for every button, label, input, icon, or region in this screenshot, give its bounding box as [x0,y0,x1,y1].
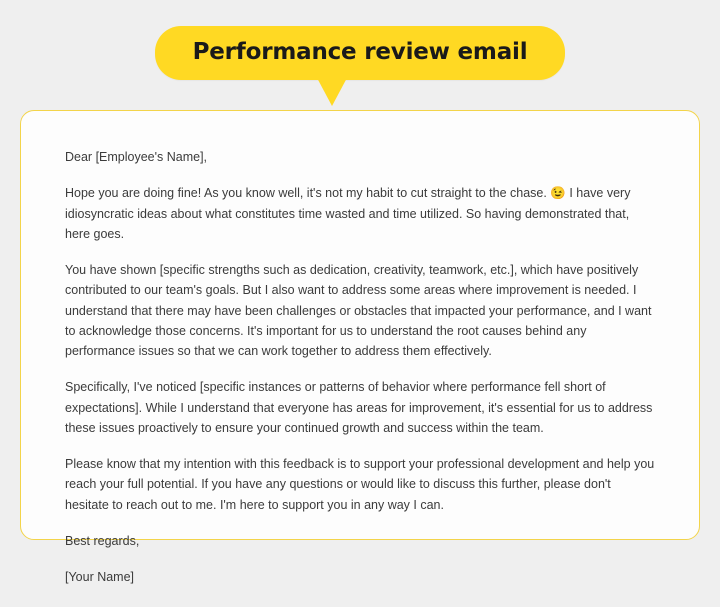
letter-paragraph-signature: [Your Name] [65,570,135,584]
letter-paragraph-greeting: Dear [Employee's Name], [65,150,208,164]
letter-paragraph-strengths: You have shown [specific strengths such as dedication, creativity, teamwork, etc.], which have positively contributed to our team's goals. But I also want to address some areas where improvement is needed. I understand that there may have been challenges or obstacles that impacted your performance, and I want to acknowledge those concerns. It's important for us to understand the root causes behind any performance issues so that we can work together to address them effectively. [65,263,652,358]
letter-paragraph-specifics: Specifically, I've noticed [specific instances or patterns of behavior where performance fell short of expectations]. While I understand that everyone has areas for improvement, it's essential for us to address these issues proactively to ensure your continued growth and success within the team. [65,380,653,435]
title-bubble-container [0,26,720,80]
letter-paragraph-support: Please know that my intention with this feedback is to support your professional development and help you reach your full potential. If you have any questions or would like to discuss this further, please don't hesitate to reach out to me. I'm here to support you in any way I can. [65,457,655,512]
bubble-tail-icon [316,76,348,106]
letter-paragraph-signoff: Best regards, [65,533,140,548]
letter-body [21,111,699,607]
letter-card [20,110,700,584]
title-bubble [155,26,566,80]
page-title: Performance review email [192,39,528,65]
letter-paragraph-intro: Hope you are doing fine! As you know well, it's not my habit to cut straight to the chase. 😉 I have very idiosyncratic ideas about what constitutes time wasted and time utilized. So having demonstrated that, here goes. [65,186,631,241]
